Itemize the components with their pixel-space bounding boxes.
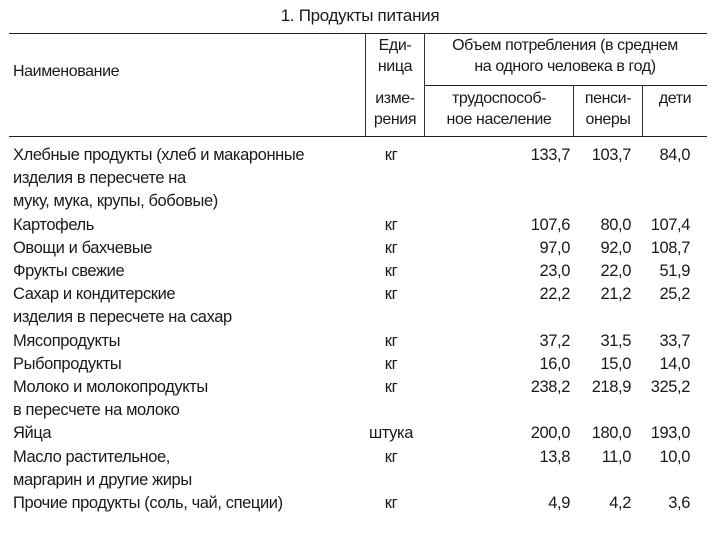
unit-cell: кг	[384, 215, 398, 234]
unit-cell: кг	[384, 378, 398, 396]
value-pensioners: 4,2	[609, 494, 631, 512]
value-children: 51,9	[659, 262, 690, 280]
product-name: изделия в пересчете на сахар	[13, 308, 232, 327]
product-name: Мясопродукты	[13, 331, 121, 350]
product-name: Молоко и молокопродукты	[13, 378, 208, 396]
value-pensioners: 11,0	[601, 447, 631, 466]
value-pensioners: 103,7	[591, 146, 631, 164]
value-pensioners: 92,0	[600, 238, 631, 257]
product-name: маргарин и другие жиры	[13, 470, 192, 489]
unit-cell: кг	[384, 285, 398, 304]
value-pensioners: 21,2	[600, 285, 631, 304]
rule-top	[9, 33, 707, 34]
value-pensioners: 22,0	[600, 262, 631, 280]
value-pensioners: 80,0	[600, 215, 631, 234]
value-children: 108,7	[650, 238, 690, 257]
value-working-age: 133,7	[530, 146, 570, 164]
unit-cell: кг	[384, 447, 398, 466]
value-children: 3,6	[668, 494, 690, 512]
value-working-age: 37,2	[539, 331, 570, 350]
product-name: Прочие продукты (соль, чай, специи)	[13, 494, 283, 512]
header-name: Наименование	[13, 63, 120, 80]
product-name: Фрукты свежие	[13, 262, 125, 280]
value-children: 33,7	[659, 331, 690, 350]
value-children: 193,0	[650, 424, 690, 443]
value-pensioners: 218,9	[591, 378, 631, 396]
product-name: в пересчете на молоко	[13, 401, 180, 420]
value-pensioners: 180,0	[591, 424, 631, 443]
unit-cell: кг	[384, 354, 398, 373]
value-working-age: 16,0	[539, 354, 570, 373]
unit-cell: кг	[384, 262, 398, 280]
value-working-age: 13,8	[539, 447, 570, 466]
value-working-age: 22,2	[539, 285, 570, 304]
value-children: 107,4	[650, 215, 690, 234]
table-title: 1. Продукты питания	[280, 6, 440, 25]
value-children: 10,0	[659, 447, 690, 466]
value-pensioners: 15,0	[600, 354, 631, 373]
value-children: 325,2	[650, 378, 690, 396]
value-working-age: 107,6	[530, 215, 570, 234]
value-children: 25,2	[659, 285, 690, 304]
value-pensioners: 31,5	[600, 331, 631, 350]
value-working-age: 238,2	[530, 378, 570, 396]
rule-header-bottom	[9, 136, 707, 137]
product-name: Картофель	[13, 215, 94, 234]
unit-cell: кг	[384, 494, 398, 512]
unit-cell: кг	[384, 146, 398, 164]
value-working-age: 4,9	[548, 494, 570, 512]
value-children: 14,0	[659, 354, 690, 373]
product-name: Овощи и бахчевые	[13, 238, 153, 257]
product-name: Яйца	[13, 424, 52, 443]
product-name: Масло растительное,	[13, 447, 170, 466]
value-working-age: 23,0	[539, 262, 570, 280]
value-children: 84,0	[659, 146, 690, 164]
product-name: муку, мука, крупы, бобовые)	[13, 192, 218, 211]
value-working-age: 200,0	[530, 424, 570, 443]
rule-subheader	[425, 85, 707, 86]
product-name: Хлебные продукты (хлеб и макаронные	[13, 146, 305, 164]
product-name: Рыбопродукты	[13, 354, 122, 373]
product-name: Сахар и кондитерские	[13, 285, 176, 304]
product-name: изделия в пересчете на	[13, 169, 186, 188]
unit-cell: кг	[384, 331, 398, 350]
value-working-age: 97,0	[539, 238, 570, 257]
unit-cell: штука	[369, 424, 413, 443]
unit-cell: кг	[384, 238, 398, 257]
